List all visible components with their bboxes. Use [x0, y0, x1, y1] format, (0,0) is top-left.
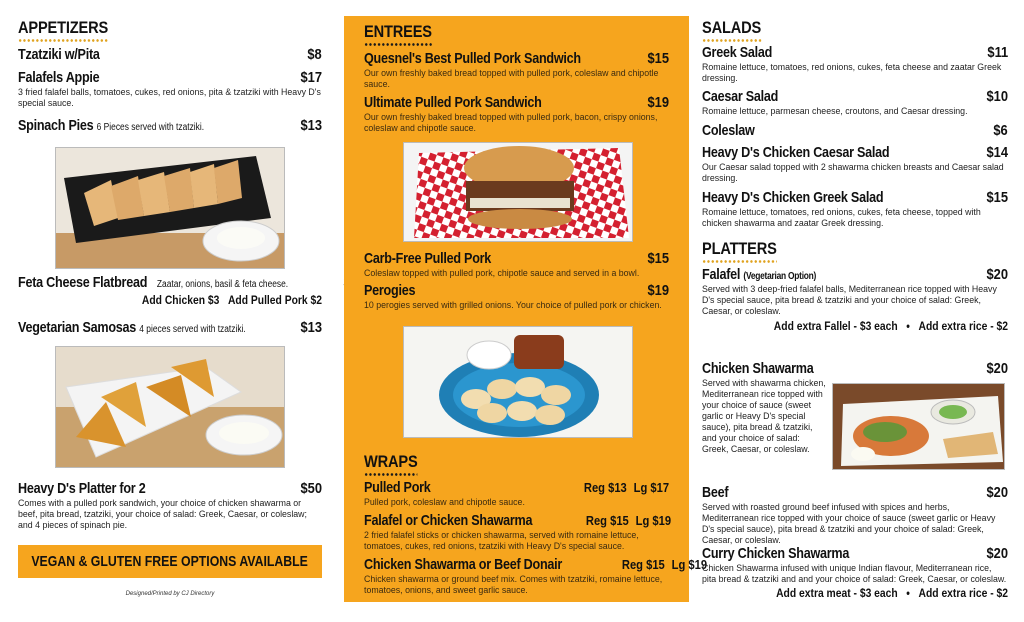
perogies-photo: [403, 326, 633, 438]
item-note: Zaatar, onions, basil & feta cheese.: [156, 279, 289, 290]
menu-item-falafels-appie: [18, 69, 322, 86]
menu-item-beef-platter: [702, 484, 1008, 546]
entrees-wraps-column: [344, 16, 707, 602]
item-name: Spinach Pies: [18, 117, 94, 134]
item-price: $14: [986, 144, 1008, 161]
item-price: $19: [647, 94, 669, 111]
menu-item-caesar-salad: [702, 88, 1008, 117]
item-tag: (Vegetarian Option): [743, 271, 817, 282]
item-name: Falafels Appie: [18, 69, 100, 86]
banner-text: VEGAN & GLUTEN FREE OPTIONS AVAILABLE: [31, 553, 309, 570]
item-name: Vegetarian Samosas: [18, 319, 137, 336]
item-price: $15: [986, 189, 1008, 206]
item-price: $17: [300, 69, 322, 86]
menu-item-carb-free: [364, 250, 669, 279]
price-regular: Reg $15: [586, 513, 630, 528]
item-description: Romaine lettuce, tomatoes, red onions, cukes, feta cheese, topped with chicken shawarma and zaatar Greek dressing.: [702, 207, 981, 228]
item-price: $20: [986, 545, 1008, 562]
item-note: 6 Pieces served with tzatziki.: [96, 122, 205, 133]
addon-extra-rice: Add extra rice - $2: [918, 319, 1008, 333]
price-regular: Reg $15: [621, 557, 665, 572]
addon-extra-meat: Add extra meat - $3 each: [776, 586, 898, 600]
addon-pulled-pork: Add Pulled Pork $2: [227, 293, 322, 307]
item-description: 3 fried falafel balls, tomatoes, cukes, red onions, pita & tzatziki with Heavy D's special sauce.: [18, 87, 321, 108]
item-description: Chicken Shawarma infused with unique Indian flavour, Mediterranean rice, pita bread & tzatziki and and your choice of salad: Greek, Caesar, or coleslaw.: [702, 563, 1007, 584]
item-price: $15: [647, 250, 669, 267]
item-price: $13: [300, 319, 322, 336]
menu-item-perogies: [364, 282, 669, 311]
item-description: 10 perogies served with grilled onions. Your choice of pulled pork or chicken.: [364, 300, 662, 310]
item-description: Pulled pork, coleslaw and chipotle sauce.: [364, 497, 525, 507]
item-description: Our Caesar salad topped with 2 shawarma chicken breasts and Caesar salad dressing.: [702, 162, 1004, 183]
item-price: $50: [300, 480, 322, 497]
vegan-gluten-free-banner: [18, 545, 322, 578]
menu-item-coleslaw: [702, 122, 1008, 139]
item-description: Served with shawarma chicken, Mediterranean rice topped with your choice of sauce (sweet garlic or Heavy D's special sauce), pita bread & tzatziki, and your choice of salad: Greek, Caesar, or coleslaw.: [702, 378, 826, 454]
price-large: Lg $17: [633, 480, 669, 495]
menu-item-greek-salad: [702, 44, 1008, 84]
samosas-photo: [55, 346, 285, 468]
item-name: Pulled Pork: [364, 479, 431, 496]
item-description: Comes with a pulled pork sandwich, your choice of chicken shawarma or beef, pita bread, tzatziki, your choice of salad: Greek, Caesar, or coleslaw; and 4 pieces of spinach pie.: [18, 498, 307, 530]
item-description: Romaine lettuce, tomatoes, red onions, cukes, feta cheese and zaatar Greek dressing.: [702, 62, 1002, 83]
menu-item-heavy-d-platter: [18, 480, 322, 531]
item-price: $8: [307, 46, 322, 63]
price-large: Lg $19: [635, 513, 672, 528]
item-description: Romaine lettuce, parmesan cheese, croutons, and Caesar dressing.: [702, 106, 968, 116]
item-price: $11: [987, 44, 1008, 61]
spinach-pies-photo: [55, 147, 285, 269]
item-price: $10: [986, 88, 1008, 105]
item-price: $20: [986, 360, 1008, 377]
item-name: Carb-Free Pulled Pork: [364, 250, 492, 267]
menu-item-chicken-greek-salad: [702, 189, 1008, 229]
item-name: Chicken Shawarma or Beef Donair: [364, 556, 563, 573]
menu-item-tzatziki: [18, 46, 322, 63]
item-name: Quesnel's Best Pulled Pork Sandwich: [364, 50, 581, 67]
item-description: Served with 3 deep-fried falafel balls, Mediterranean rice topped with Heavy D's special sauce, pita bread & tzatziki and your choice of salad: Greek, Caesar, or coleslaw.: [702, 284, 997, 316]
item-name: Falafel or Chicken Shawarma: [364, 512, 533, 529]
item-description: Served with roasted ground beef infused with spices and herbs, Mediterranean rice topped with your choice of sauce (sweet garlic or Heavy D's special sauce), pita bread & tzatziki and your choice of salad: Greek, Caesar, or coleslaw.: [702, 502, 996, 545]
item-name: Heavy D's Chicken Caesar Salad: [702, 144, 890, 161]
menu-item-quesnels-best: [364, 50, 669, 90]
menu-item-vegetarian-samosas: [18, 319, 322, 336]
item-name: Feta Cheese Flatbread: [18, 274, 148, 291]
item-price: $20: [986, 484, 1008, 501]
wraps-title: WRAPS: [364, 452, 418, 476]
designer-credit: Designed/Printed by CJ Directory: [125, 591, 215, 597]
item-name: Perogies: [364, 282, 416, 299]
item-name: Heavy D's Chicken Greek Salad: [702, 189, 884, 206]
wraps-section: [364, 452, 707, 596]
item-note: 4 pieces served with tzatziki.: [139, 324, 246, 335]
addon-chicken: Add Chicken $3: [141, 293, 220, 307]
item-name: Ultimate Pulled Pork Sandwich: [364, 94, 542, 111]
shawarma-photo: [832, 383, 1005, 470]
sandwich-photo: [403, 142, 633, 242]
salads-title: SALADS: [702, 18, 761, 42]
item-price: $19: [647, 282, 669, 299]
menu-item-feta-flatbread: [18, 274, 322, 307]
feta-addons: [61, 293, 322, 307]
appetizers-title: APPETIZERS: [18, 18, 108, 42]
item-name: Curry Chicken Shawarma: [702, 545, 850, 562]
curry-addons: [745, 586, 1008, 600]
item-name: Caesar Salad: [702, 88, 779, 105]
addon-separator: •: [906, 319, 910, 333]
menu-item-falafel-platter: [702, 266, 1008, 333]
item-description: Chicken shawarma or ground beef mix. Comes with tzatziki, romaine lettuce, tomatoes, onions, and sweet garlic sauce.: [364, 574, 663, 595]
item-price: $15: [647, 50, 669, 67]
addon-extra-rice: Add extra rice - $2: [918, 586, 1008, 600]
menu-item-chicken-caesar-salad: [702, 144, 1008, 184]
addon-extra-falafel: Add extra Fallel - $3 each: [773, 319, 898, 333]
salads-platters-column: [700, 0, 1016, 622]
item-price: $13: [300, 117, 322, 134]
item-name: Falafel: [702, 266, 741, 283]
item-price: $20: [986, 266, 1008, 283]
menu-item-curry-shawarma: [702, 545, 1008, 600]
item-name: Coleslaw: [702, 122, 755, 139]
item-description: Coleslaw topped with pulled pork, chipotle sauce and served in a bowl.: [364, 268, 640, 278]
menu-item-wrap-pulled-pork: [364, 479, 669, 508]
item-description: 2 fried falafel sticks or chicken shawarma, served with romaine lettuce, tomatoes, cukes, red onions, tzatziki with Heavy D's special sauce.: [364, 530, 639, 551]
item-name: Greek Salad: [702, 44, 773, 61]
platters-title: PLATTERS: [702, 239, 777, 263]
menu-item-wrap-falafel-shawarma: [364, 512, 672, 552]
price-regular: Reg $13: [583, 480, 627, 495]
item-name: Chicken Shawarma: [702, 360, 814, 377]
addon-separator: •: [906, 586, 910, 600]
item-name: Heavy D's Platter for 2: [18, 480, 146, 497]
falafel-addons: [745, 319, 1008, 333]
item-description: Our own freshly baked bread topped with pulled pork, bacon, crispy onions, coleslaw and chipotle sauce.: [364, 112, 658, 133]
item-name: Beef: [702, 484, 729, 501]
appetizers-column: [0, 0, 340, 622]
menu-item-spinach-pies: [18, 117, 322, 134]
menu-item-ultimate-pulled-pork: [364, 94, 669, 134]
item-price: $6: [993, 122, 1008, 139]
item-description: Our own freshly baked bread topped with pulled pork, coleslaw and chipotle sauce.: [364, 68, 659, 89]
menu-item-wrap-shawarma-donair: [364, 556, 707, 596]
item-name: Tzatziki w/Pita: [18, 46, 100, 63]
price-large: Lg $19: [671, 557, 707, 572]
entrees-title: ENTREES: [364, 22, 432, 46]
